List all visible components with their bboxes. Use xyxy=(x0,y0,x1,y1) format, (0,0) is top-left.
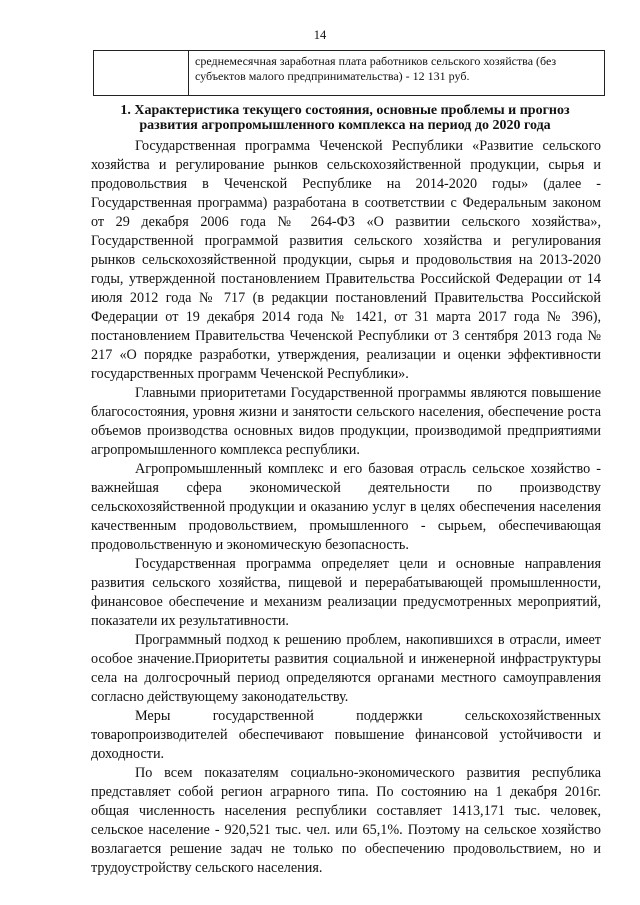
paragraph: Государственная программа определяет цели и основные направления развития сельского хозяйства, пищевой и перерабатывающей промышленности, финансовое обеспечение и механизм реализации предусмотренных мероприятий, показатели их результативности. xyxy=(91,556,601,629)
paragraph: Программный подход к решению проблем, накопившихся в отрасли, имеет особое значение.Приоритеты развития социальной и инженерной инфраструктуры села на долгосрочный период определяются органами местного самоуправления согласно действующему законодательству. xyxy=(91,632,601,705)
paragraph: По всем показателям социально-экономического развития республика представляет собой регион аграрного типа. По состоянию на 1 декабря 2016г. общая численность населения республики составляет 1413,171 тыс. человек, сельское население - 920,521 тыс. чел. или 65,1%. Поэтому на сельское хозяйство возлагается решение задач не только по обеспечению продовольствием, но и трудоустройству сельского населения. xyxy=(91,765,601,876)
section-title: 1. Характеристика текущего состояния, основные проблемы и прогноз развития агропромышленного комплекса на период до 2020 года xyxy=(120,103,570,133)
paragraph: Государственная программа Чеченской Республики «Развитие сельского хозяйства и регулирование рынков сельскохозяйственной продукции, сырья и продовольствия в Чеченской Республике на 2014-2020 годы» (далее - Государственная программа) разработана в соответствии с Федеральным законом от 29 декабря 2006 года № 264-ФЗ «О развитии сельского хозяйства», Государственной программой развития сельского хозяйства и регулирования рынков сельскохозяйственной продукции, сырья и продовольствия на 2013-2020 годы, утвержденной постановлением Правительства Российской Федерации от 14 июля 2012 года № 717 (в редакции постановлений Правительства Российской Федерации от 19 декабря 2014 года № 1421, от 31 марта 2017 года № 396), постановлением Правительства Чеченской Республики от 3 сентября 2013 года № 217 «О порядке разработки, утверждения, реализации и оценки эффективности государственных программ Чеченской Республики». xyxy=(91,138,601,382)
table-row xyxy=(94,51,605,96)
carryover-table xyxy=(93,50,605,96)
table-cell-text: среднемесячная заработная плата работников сельского хозяйства (без субъектов малого предпринимательства) - 12 131 руб. xyxy=(189,51,605,96)
paragraph: Меры государственной поддержки сельскохозяйственных товаропроизводителей обеспечивают повышение финансовой устойчивости и доходности. xyxy=(91,708,601,762)
page-number: 14 xyxy=(313,28,327,42)
body-text xyxy=(91,137,601,878)
paragraph: Агропромышленный комплекс и его базовая отрасль сельское хозяйство - важнейшая сфера экономической деятельности по производству сельскохозяйственной продукции и оказанию услуг в целях обеспечения населения качественным продовольствием, промышленного - сырьем, обеспечивающая продовольственную и экономическую безопасность. xyxy=(91,461,601,553)
table-cell-empty xyxy=(94,51,189,96)
paragraph: Главными приоритетами Государственной программы являются повышение благосостояния, уровня жизни и занятости сельского населения, обеспечение роста объемов производства основных видов продукции, производимой предприятиями агропромышленного комплекса республики. xyxy=(91,385,601,458)
